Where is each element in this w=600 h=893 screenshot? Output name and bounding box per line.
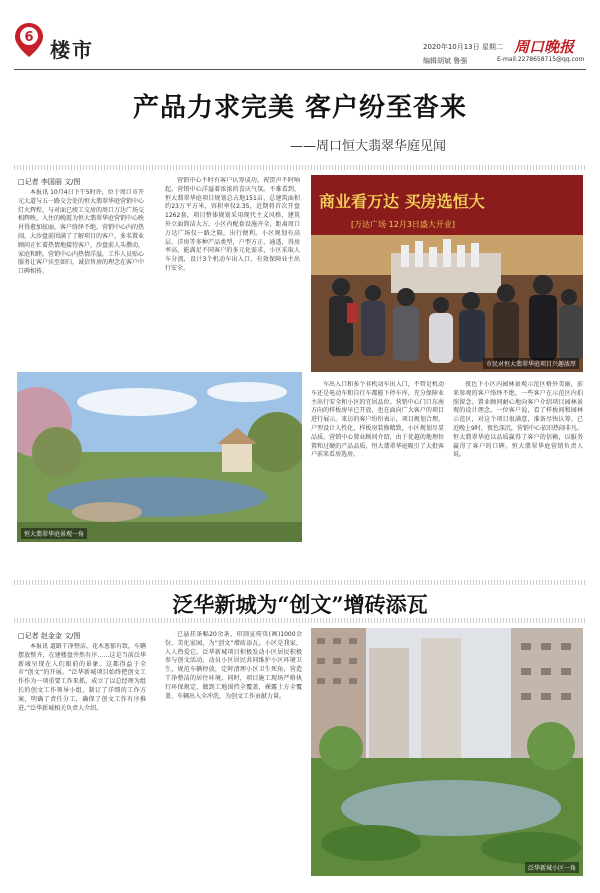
newspaper-logo: 周口晚报 <box>514 38 575 56</box>
photo1-caption: 市民对恒大翡翠华庭项目兴趣浓厚 <box>483 358 579 369</box>
article1-col4: 夜色下小区内园林景观示范区格外美丽，前来参观的客户络绎不绝，一些客户在示范区内拍照留念。置业顾问耐心地向客户介绍项目园林景观的设计理念，一位客户说，看了样板间和园林示范区，对这个项目很满意，准备尽快认筹。已近晚上9时，夜色深沉，营销中心依旧热闹非凡。恒大翡翠华庭以品质赢得了客户的信赖，以服务赢得了客户的口碑。恒大翡翠华庭营销负责人说。 <box>453 381 583 459</box>
article2-headline: 泛华新城为“创文”增砖添瓦 <box>172 592 428 617</box>
article1-headline: 产品力求完美 客户纷至沓来 <box>132 93 468 123</box>
article1-col2: 营销中心不时有客户认筹成功，祝贺声不时响起，营销中心洋溢着浓浓的喜庆气氛。不难看到，恒大翡翠华庭项目规划总占地151亩，总建筑面积约23万平方米，容积率仅2.35，近期将首次开盘1262套，项目整体规划采用现代主义风格，建筑外立面简洁大方，小区内配套设施齐全，距离周口万达广场仅一路之隔，出行便利。小区规划有高层、洋房等多种产品类型，户型方正、通透，得房率高，能满足不同客户的多元化需求，小区采取人车分流，设计3个机动车出入口，有效保障业主出行安全。 <box>165 177 300 272</box>
page-number: 6 <box>24 30 34 45</box>
article1-byline: □记者 李国丽 文/图 <box>18 178 81 186</box>
article1-col1: 本报讯 10月4日下午5时许，位于周口市开元大道与五一路交会处的恒大翡翠华庭营销中心灯火辉煌，与对面已竣工交房的周口万达广场交相辉映。入住的晚霞为恒大翡翠华庭营销中心映衬得愈加炫丽，客户络绎不绝，营销中心内的热闹，大沙盘前围满了了解项目的客户，多名置业顾问正忙着热情地接待客户，沙盘前人头攒动，家庭和睦。营销中心内热情洋溢，工作人员贴心服务让客户宾至如归，诚信售房的理念在客户中口碑相传。 <box>18 189 144 276</box>
sales-center-crowd-image <box>311 175 583 372</box>
photo3-caption: 泛华新城小区一角 <box>525 862 579 873</box>
issue-date: 2020年10月13日 星期二 <box>423 43 503 51</box>
article1-col3: 车出入口和多个非机动车出入口，不管是机动车还是电动车和自行车都能下停车库，充分保障业主出行安全和小区的宜居品位。营销中心门口东南方向的样板房早已开放，也在面向广大客户的项目进行展示。来访的客户纷纷表示，项目规划合理，户型设计人性化，样板房装修精致，小区规划尽显品质。营销中心置业顾问介绍，由于优越的地理位置和过硬的产品品质，恒大翡翠华庭吸引了大批客户前来看房选房。 <box>311 381 444 459</box>
divider-stripe <box>14 580 586 585</box>
article2-col1: 本报讯 道路干净整洁，花木葱郁有致，车辆摆放整齐，在建楼盘井然有序……这是当前泛华新城呈现在人们眼前的景象。这都得益于全市“创文”的开展。“泛华新城项目始终把创文工作作为一项重要工作来抓，成立了以总经理为组长的创文工作领导小组，制订了详细的工作方案，明确了责任分工，确保了创文工作有序推进。”泛华新城相关负责人介绍。 <box>18 643 146 712</box>
article1-photo1 <box>311 175 583 372</box>
page-header <box>0 0 600 70</box>
page-number-pin-icon <box>14 22 44 58</box>
garden-landscape-image <box>17 372 302 542</box>
article2-byline: □记者 赵金金 文/图 <box>18 632 81 640</box>
divider-stripe <box>14 618 586 623</box>
article2-photo <box>311 628 583 876</box>
article1-photo2 <box>17 372 302 542</box>
article2-col2: 已悬挂条幅20余条，印制宣传页(画)1000余份。美化家园，为“创文”增砖添瓦。小区是我家，人人热爱它。泛华新城项目积极发动小区居民积极参与创文活动，动员小区居民共同维护小区环境卫生，规范车辆停放，定时清理小区卫生死角，营造干净整洁的居住环境。同时，项目施工现场严格执行环保规定，做到工地围挡全覆盖、裸露土方全覆盖、车辆出入全冲洗，为创文工作贡献力量。 <box>165 631 302 700</box>
contact-email: E-mail:2278658715@qq.com <box>497 56 585 63</box>
banner-slogan: 商业看万达 买房选恒大 <box>319 192 485 211</box>
section-title: 楼市 <box>50 38 94 62</box>
editors: 编辑胡斌 鲁强 <box>423 57 468 65</box>
divider-stripe <box>14 165 586 170</box>
residential-community-image <box>311 628 583 876</box>
article1-subheadline: ——周口恒大翡翠华庭见闻 <box>290 139 447 154</box>
banner-subtext: [万达广场 12月3日盛大开业] <box>351 220 456 229</box>
header-rule <box>14 69 586 70</box>
photo2-caption: 恒大翡翠华庭景观一角 <box>21 528 87 539</box>
